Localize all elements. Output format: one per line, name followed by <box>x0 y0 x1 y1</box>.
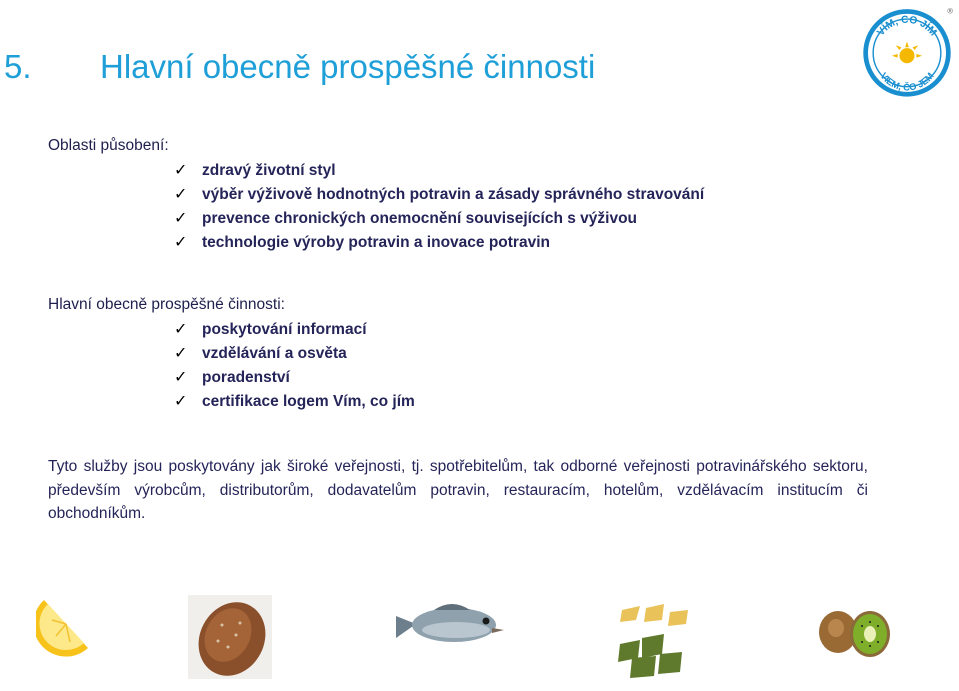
list-item-text: vzdělávání a osvěta <box>202 345 347 362</box>
slide-number: 5. <box>4 48 32 85</box>
check-icon: ✓ <box>174 210 188 227</box>
list-item <box>174 342 415 366</box>
kiwi-image <box>818 604 892 660</box>
logo-bottom-text: VIEM, ČO JEM <box>878 70 936 93</box>
list-item-text: poskytování informací <box>202 321 367 338</box>
slide-title-text: Hlavní obecně prospěšné činnosti <box>100 48 596 85</box>
vim-co-jim-logo <box>860 4 954 98</box>
lemon-slice-image <box>36 590 96 660</box>
section-activities-heading: Hlavní obecně prospěšné činnosti: <box>48 296 285 313</box>
list-item <box>174 366 415 390</box>
check-icon: ✓ <box>174 162 188 179</box>
logo-registered-mark: ® <box>947 6 953 16</box>
activities-list <box>48 318 415 414</box>
check-icon: ✓ <box>174 321 188 338</box>
logo-top-text: VÍM, CO JÍM <box>875 14 939 39</box>
bread-loaf-image <box>188 595 272 679</box>
list-item-text: technologie výroby potravin a inovace potravin <box>202 234 550 251</box>
check-icon: ✓ <box>174 393 188 410</box>
pasta-image <box>612 600 696 680</box>
fish-image <box>394 598 509 650</box>
check-icon: ✓ <box>174 186 188 203</box>
section-areas-heading: Oblasti působení: <box>48 137 169 154</box>
list-item-text: zdravý životní styl <box>202 162 336 179</box>
section-activities <box>48 296 415 414</box>
list-item-text: prevence chronických onemocnění souvisejících s výživou <box>202 210 638 227</box>
check-icon: ✓ <box>174 234 188 251</box>
list-item <box>174 183 705 207</box>
list-item <box>174 159 704 183</box>
check-icon: ✓ <box>174 345 188 362</box>
areas-list <box>48 159 704 255</box>
list-item <box>174 207 704 231</box>
services-paragraph: Tyto služby jsou poskytovány jak široké veřejnosti, tj. spotřebitelům, tak odborné veřejnosti potravinářského sektoru, především výrobcům, distributorům, dodavatelům potravin, restauracím, hotelům, vzdělávacím institucím či obchodníkům. <box>48 458 868 522</box>
list-item-text: poradenství <box>202 369 290 386</box>
list-item-text: certifikace logem Vím, co jím <box>202 393 415 410</box>
list-item <box>174 231 704 255</box>
list-item-text: výběr výživově hodnotných potravin a zásady správného stravování <box>202 186 705 203</box>
slide-title <box>4 48 595 86</box>
section-areas <box>48 137 704 255</box>
check-icon: ✓ <box>174 369 188 386</box>
list-item <box>174 390 415 414</box>
list-item <box>174 318 415 342</box>
